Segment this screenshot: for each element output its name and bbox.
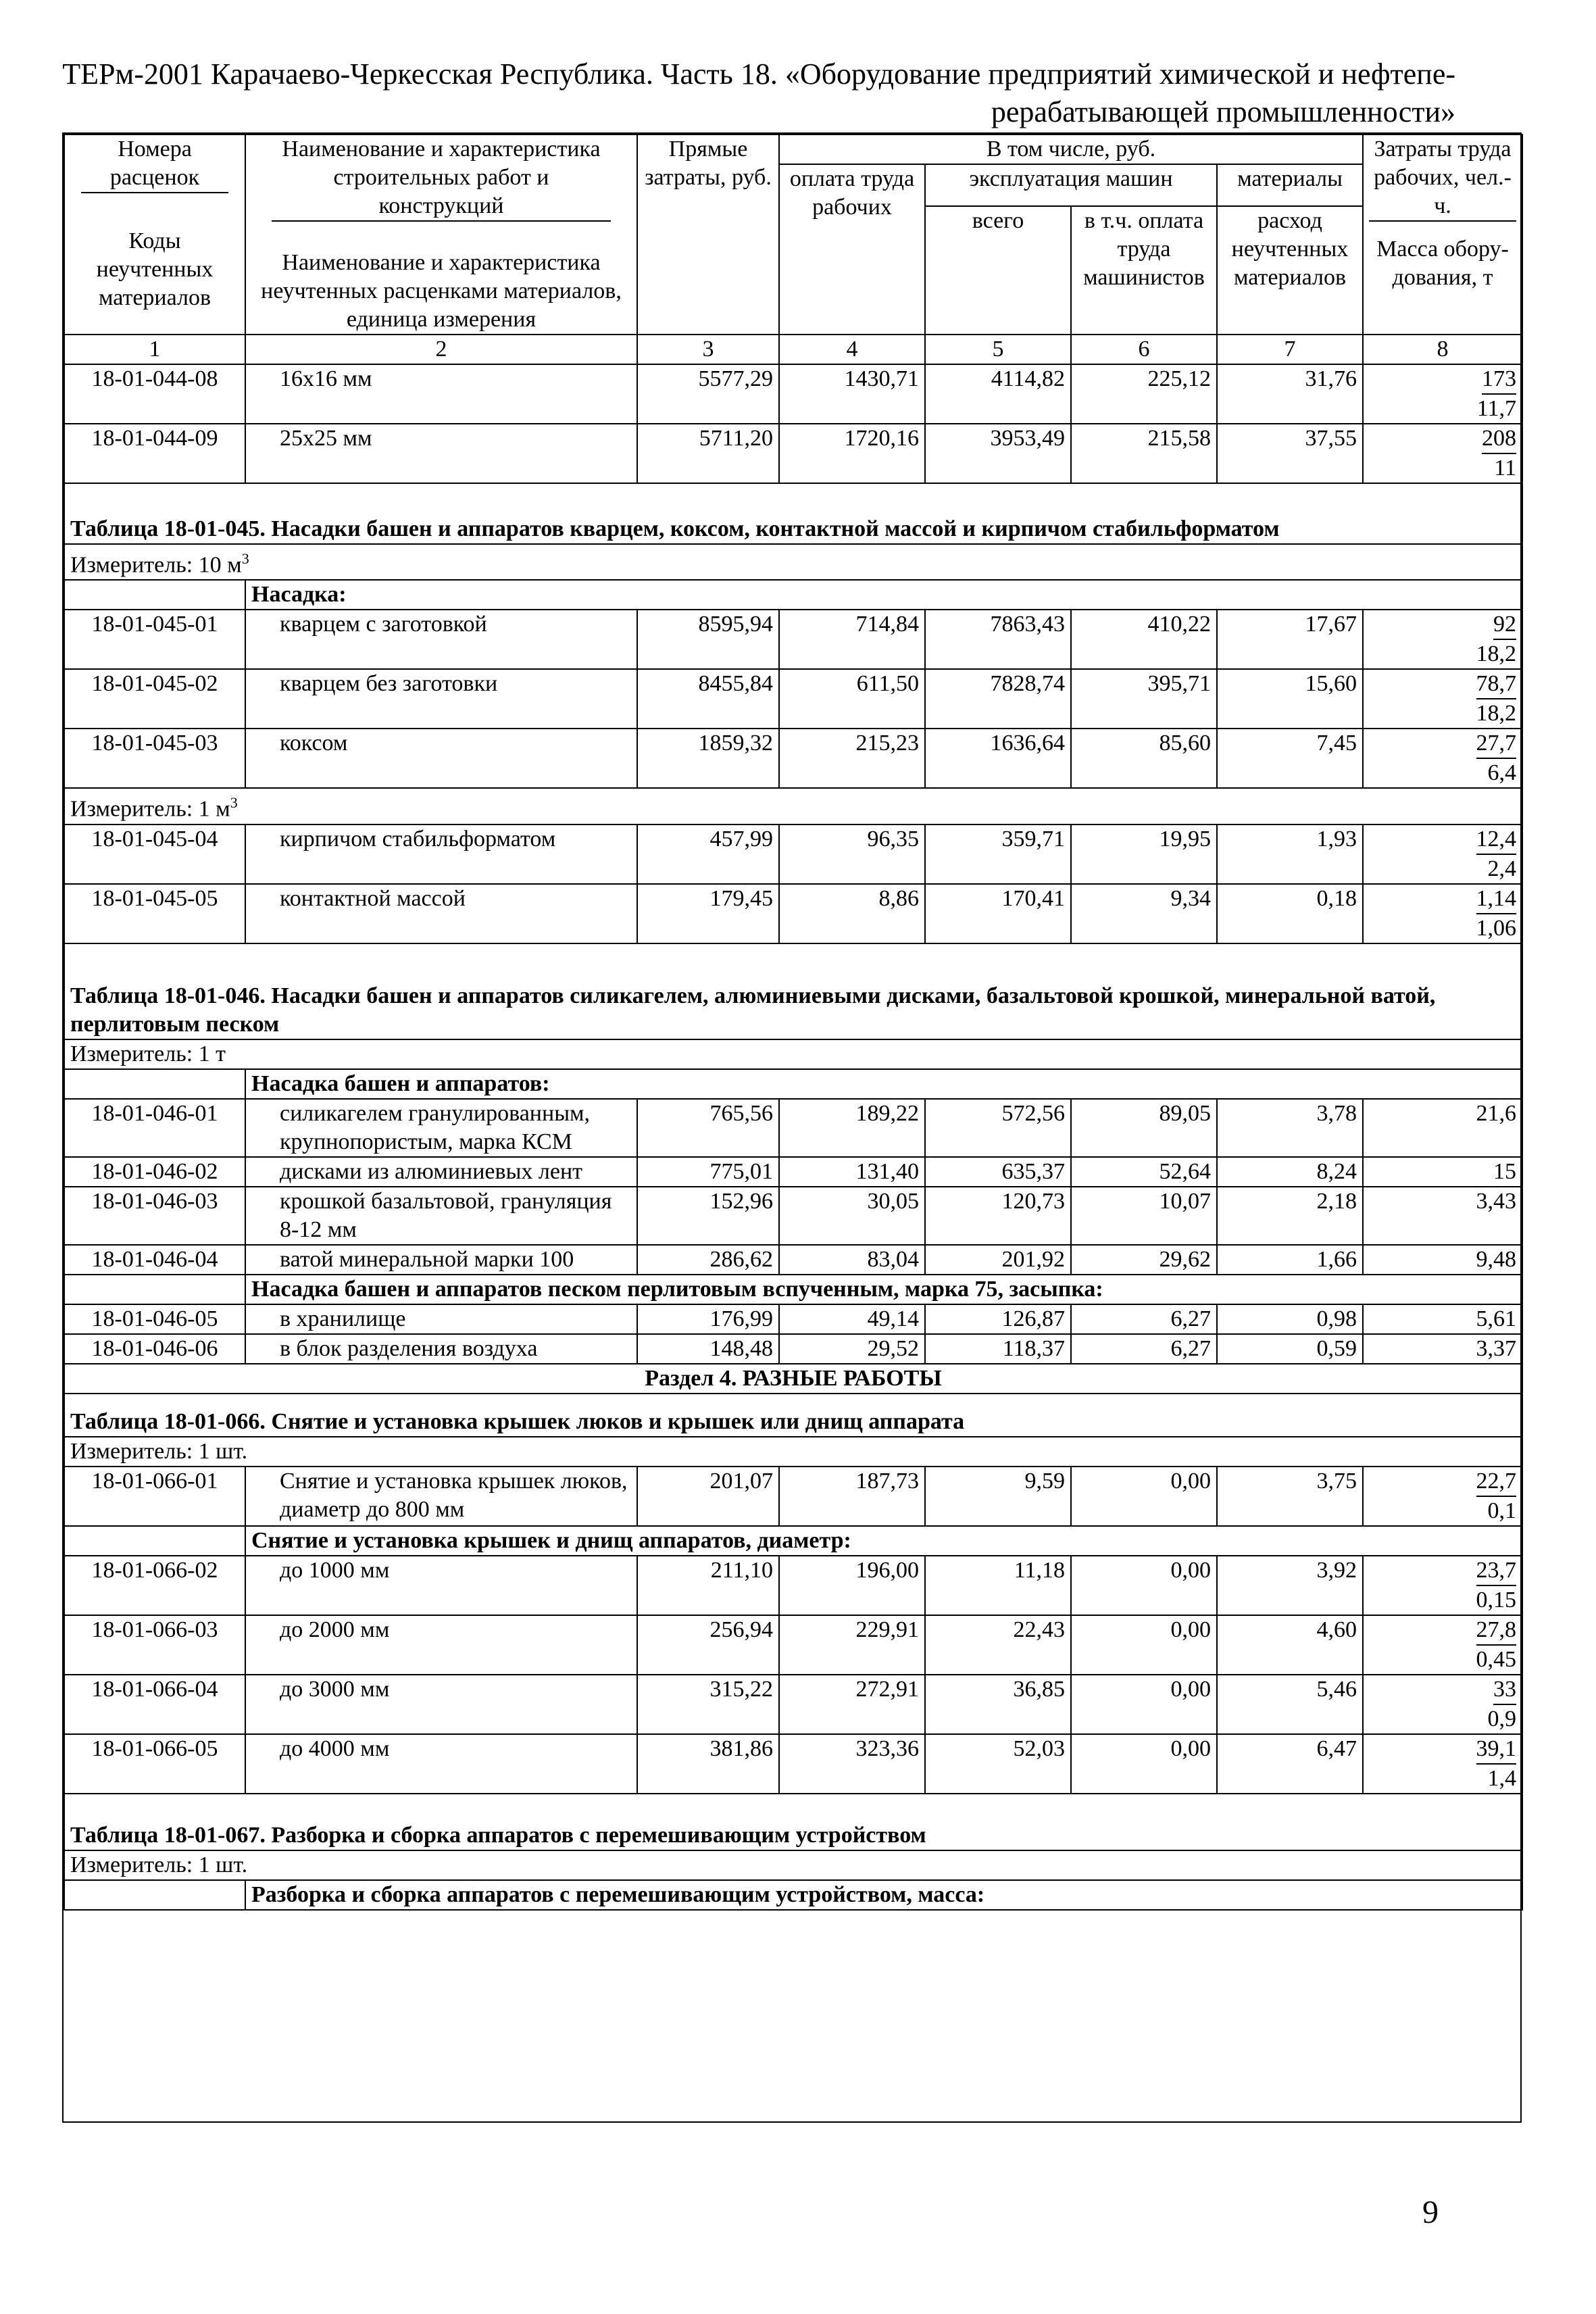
table-row [64,610,1522,669]
table-row [64,1675,1522,1734]
empty-cell [64,1069,245,1099]
rate-name: крошкой базальтовой, грануляция 8-12 мм [245,1187,637,1245]
group-row [64,1880,1522,1910]
rate-name: коксом [245,729,637,788]
value-c5: 201,92 [925,1245,1071,1275]
rate-code: 18-01-045-03 [64,729,245,788]
value-c3: 315,22 [637,1675,779,1734]
table-row [64,1099,1522,1157]
rate-name: ватой минеральной марки 100 [245,1245,637,1275]
value-c6: 0,00 [1071,1467,1217,1526]
labor-value: 39,1 [1476,1735,1517,1765]
measure-row-cell [64,788,1522,824]
labor-mass-cell [1363,1467,1522,1526]
labor-mass-cell [1363,1615,1522,1675]
value-c3: 1859,32 [637,729,779,788]
value-c6: 6,27 [1071,1304,1217,1334]
rate-name: кварцем без заготовки [245,669,637,729]
value-c3: 152,96 [637,1187,779,1245]
value-c7: 6,47 [1217,1734,1363,1794]
value-c5: 52,03 [925,1734,1071,1794]
measure-label: Измеритель: 10 м [70,552,242,578]
value-c6: 9,34 [1071,884,1217,943]
value-c5: 118,37 [925,1334,1071,1364]
col-num: 8 [1363,335,1522,364]
labor-value: 27,8 [1476,1616,1517,1646]
col-head-2b: Наименование и характеристика неучтенных расценками материалов, единица измерения [261,250,622,332]
value-c4: 187,73 [779,1467,925,1526]
empty-cell [64,1880,245,1910]
measure-label: Измеритель: 1 шт. [70,1438,248,1464]
value-c4: 229,91 [779,1615,925,1675]
rate-code: 18-01-045-01 [64,610,245,669]
rate-name: до 4000 мм [245,1734,637,1794]
value-c4: 30,05 [779,1187,925,1245]
labor-value: 22,7 [1476,1467,1517,1497]
value-c8: 5,61 [1363,1304,1522,1334]
labor-value: 173 [1482,365,1516,395]
col-head-incl: В том числе, руб. [779,134,1363,164]
rate-code: 18-01-044-08 [64,364,245,424]
rate-code: 18-01-066-05 [64,1734,245,1794]
value-c7: 4,60 [1217,1615,1363,1675]
measure-row [64,544,1522,580]
labor-mass-cell [1363,1675,1522,1734]
value-c4: 189,22 [779,1099,925,1157]
value-c3: 201,07 [637,1467,779,1526]
labor-value: 27,7 [1476,729,1517,759]
table-row [64,1734,1522,1794]
value-c5: 126,87 [925,1304,1071,1334]
table-row [64,1157,1522,1187]
labor-value: 33 [1493,1675,1516,1705]
value-c5: 359,71 [925,824,1071,884]
rate-code: 18-01-046-06 [64,1334,245,1364]
value-c4: 196,00 [779,1556,925,1615]
measure-row-cell [64,1039,1522,1069]
col-num: 3 [637,335,779,364]
value-c5: 170,41 [925,884,1071,943]
value-c7: 3,75 [1217,1467,1363,1526]
mass-value: 11 [1494,456,1516,481]
col-num: 5 [925,335,1071,364]
value-c7: 0,98 [1217,1304,1363,1334]
measure-row-cell [64,1850,1522,1880]
col-head-2a: Наименование и характеристика строительных работ и конструкций [272,135,611,222]
value-c5: 7863,43 [925,610,1071,669]
group-row [64,580,1522,610]
value-c6: 395,71 [1071,669,1217,729]
table-title-066 [64,1394,1522,1437]
section-heading [64,1364,1522,1394]
rate-name: силикагелем гранулированным, крупнопористым, марка КСМ [245,1099,637,1157]
rate-code: 18-01-046-04 [64,1245,245,1275]
table-title-045 [64,483,1522,544]
labor-mass-cell [1363,1734,1522,1794]
mass-value: 0,9 [1487,1706,1516,1731]
page-number: 9 [1422,2194,1439,2230]
value-c8: 3,37 [1363,1334,1522,1364]
group-label: Разборка и сборка аппаратов с перемешивающим устройством, масса: [245,1880,1522,1910]
table-row [64,1556,1522,1615]
mass-value: 18,2 [1476,641,1516,667]
value-c3: 211,10 [637,1556,779,1615]
measure-row [64,1850,1522,1880]
value-c6: 29,62 [1071,1245,1217,1275]
value-c4: 611,50 [779,669,925,729]
measure-row [64,1437,1522,1467]
col-head-7: расход неучтенных материалов [1217,206,1363,335]
measure-row [64,1039,1522,1069]
value-c5: 572,56 [925,1099,1071,1157]
value-c3: 5711,20 [637,424,779,483]
page-header [50,55,1455,131]
value-c8: 21,6 [1363,1099,1522,1157]
value-c3: 8595,94 [637,610,779,669]
value-c5: 7828,74 [925,669,1071,729]
value-c7: 8,24 [1217,1157,1363,1187]
mass-value: 1,06 [1476,915,1516,941]
col-head-8b: Масса обору-дования, т [1376,237,1509,290]
table-row [64,884,1522,943]
value-c4: 96,35 [779,824,925,884]
value-c7: 0,59 [1217,1334,1363,1364]
value-c6: 215,58 [1071,424,1217,483]
value-c6: 0,00 [1071,1556,1217,1615]
measure-label: Измеритель: 1 шт. [70,1852,248,1877]
rate-code: 18-01-066-01 [64,1467,245,1526]
col-num: 2 [245,335,637,364]
rate-name: в хранилище [245,1304,637,1334]
value-c7: 17,67 [1217,610,1363,669]
mass-value: 6,4 [1487,760,1516,786]
labor-mass-cell [1363,364,1522,424]
labor-value: 23,7 [1476,1556,1517,1586]
value-c7: 31,76 [1217,364,1363,424]
value-c6: 225,12 [1071,364,1217,424]
value-c6: 19,95 [1071,824,1217,884]
col-head-4: оплата труда рабочих [779,164,925,335]
rate-name: в блок разделения воздуха [245,1334,637,1364]
value-c5: 36,85 [925,1675,1071,1734]
column-header-row [64,134,1522,164]
measure-row [64,788,1522,824]
table-title-067 [64,1794,1522,1850]
value-c7: 15,60 [1217,669,1363,729]
value-c3: 256,94 [637,1615,779,1675]
table-row [64,1304,1522,1334]
value-c5: 3953,49 [925,424,1071,483]
rate-code: 18-01-066-02 [64,1556,245,1615]
mass-value: 1,4 [1487,1765,1516,1791]
value-c3: 148,48 [637,1334,779,1364]
table-row [64,669,1522,729]
col-head-8a: Затраты труда рабочих, чел.-ч. [1369,135,1516,222]
group-label: Насадка: [245,580,1522,610]
table-title-067-cell: Таблица 18-01-067. Разборка и сборка аппаратов с перемешивающим устройством [64,1794,1522,1850]
value-c3: 286,62 [637,1245,779,1275]
value-c5: 1636,64 [925,729,1071,788]
col-head-5: всего [925,206,1071,335]
col-num: 1 [64,335,245,364]
value-c7: 37,55 [1217,424,1363,483]
rate-name: до 1000 мм [245,1556,637,1615]
measure-row-cell [64,1437,1522,1467]
table-title-066-cell: Таблица 18-01-066. Снятие и установка крышек люков и крышек или днищ аппарата [64,1394,1522,1437]
value-c4: 323,36 [779,1734,925,1794]
labor-value: 92 [1493,610,1516,640]
value-c7: 2,18 [1217,1187,1363,1245]
value-c4: 49,14 [779,1304,925,1334]
col-head-3: Прямые затраты, руб. [637,134,779,335]
rate-name: до 2000 мм [245,1615,637,1675]
col-head-1a: Номера расценок [81,135,228,193]
col-head-6: в т.ч. оплата труда машинистов [1071,206,1217,335]
table-row [64,824,1522,884]
value-c4: 8,86 [779,884,925,943]
header-line-1: ТЕРм-2001 Карачаево-Черкесская Республика. Часть 18. «Оборудование предприятий химической и нефтепе- [62,57,1455,91]
empty-cell [64,580,245,610]
value-c3: 381,86 [637,1734,779,1794]
group-row [64,1526,1522,1556]
rate-code: 18-01-045-05 [64,884,245,943]
labor-mass-cell [1363,729,1522,788]
value-c6: 89,05 [1071,1099,1217,1157]
value-c6: 52,64 [1071,1157,1217,1187]
col-num: 6 [1071,335,1217,364]
group-label: Насадка башен и аппаратов: [245,1069,1522,1099]
rate-code: 18-01-046-02 [64,1157,245,1187]
measure-exponent: 3 [230,794,238,812]
rate-code: 18-01-066-03 [64,1615,245,1675]
labor-value: 12,4 [1476,825,1517,855]
rate-name: 25х25 мм [245,424,637,483]
value-c3: 5577,29 [637,364,779,424]
value-c4: 272,91 [779,1675,925,1734]
labor-mass-cell [1363,824,1522,884]
rate-code: 18-01-044-09 [64,424,245,483]
value-c4: 83,04 [779,1245,925,1275]
group-label: Насадка башен и аппаратов песком перлитовым вспученным, марка 75, засыпка: [245,1275,1522,1304]
table-row [64,424,1522,483]
labor-mass-cell [1363,1556,1522,1615]
value-c8: 15 [1363,1157,1522,1187]
value-c4: 215,23 [779,729,925,788]
table-title-045-cell: Таблица 18-01-045. Насадки башен и аппаратов кварцем, коксом, контактной массой и кирпичом стабильформатом [64,483,1522,544]
col-num: 7 [1217,335,1363,364]
value-c5: 11,18 [925,1556,1071,1615]
rate-code: 18-01-046-05 [64,1304,245,1334]
table-row [64,729,1522,788]
value-c8: 3,43 [1363,1187,1522,1245]
rate-name: Снятие и установка крышек люков, диаметр до 800 мм [245,1467,637,1526]
group-row [64,1069,1522,1099]
rate-name: 16х16 мм [245,364,637,424]
value-c4: 1430,71 [779,364,925,424]
value-c3: 179,45 [637,884,779,943]
col-num: 4 [779,335,925,364]
value-c3: 765,56 [637,1099,779,1157]
rate-code: 18-01-066-04 [64,1675,245,1734]
table-row [64,1245,1522,1275]
empty-cell [64,1275,245,1304]
value-c5: 22,43 [925,1615,1071,1675]
value-c4: 714,84 [779,610,925,669]
value-c4: 131,40 [779,1157,925,1187]
mass-value: 0,45 [1476,1646,1516,1672]
labor-mass-cell [1363,424,1522,483]
document-frame [62,132,1522,2123]
column-number-row [64,335,1522,364]
value-c7: 7,45 [1217,729,1363,788]
labor-value: 78,7 [1476,670,1517,699]
value-c6: 0,00 [1071,1615,1217,1675]
mass-value: 18,2 [1476,701,1516,727]
price-table [64,134,1523,1911]
table-row [64,1615,1522,1675]
section-heading-cell: Раздел 4. РАЗНЫЕ РАБОТЫ [64,1364,1522,1394]
rate-code: 18-01-045-02 [64,669,245,729]
labor-value: 1,14 [1476,885,1517,914]
mass-value: 0,1 [1487,1498,1516,1523]
measure-row-cell [64,544,1522,580]
value-c7: 0,18 [1217,884,1363,943]
value-c6: 6,27 [1071,1334,1217,1364]
value-c3: 775,01 [637,1157,779,1187]
rate-name: кварцем с заготовкой [245,610,637,669]
value-c7: 1,66 [1217,1245,1363,1275]
rate-name: кирпичом стабильформатом [245,824,637,884]
labor-value: 208 [1482,424,1516,454]
value-c6: 0,00 [1071,1734,1217,1794]
measure-label: Измеритель: 1 т [70,1041,226,1066]
table-title-046-cell: Таблица 18-01-046. Насадки башен и аппаратов силикагелем, алюминиевыми дисками, базальтовой крошкой, минеральной ватой, перлитовым песком [64,943,1522,1039]
table-row [64,1467,1522,1526]
value-c5: 635,37 [925,1157,1071,1187]
empty-cell [64,1526,245,1556]
value-c3: 457,99 [637,824,779,884]
value-c6: 10,07 [1071,1187,1217,1245]
measure-exponent: 3 [241,550,249,567]
value-c4: 29,52 [779,1334,925,1364]
value-c7: 3,92 [1217,1556,1363,1615]
table-title-046 [64,943,1522,1039]
value-c5: 120,73 [925,1187,1071,1245]
value-c6: 0,00 [1071,1675,1217,1734]
group-row [64,1275,1522,1304]
value-c8: 9,48 [1363,1245,1522,1275]
mass-value: 11,7 [1476,396,1516,421]
value-c3: 176,99 [637,1304,779,1334]
labor-mass-cell [1363,669,1522,729]
col-head-materials: материалы [1217,164,1363,206]
mass-value: 0,15 [1476,1587,1516,1613]
value-c7: 5,46 [1217,1675,1363,1734]
value-c6: 410,22 [1071,610,1217,669]
value-c3: 8455,84 [637,669,779,729]
labor-mass-cell [1363,610,1522,669]
table-row [64,1187,1522,1245]
value-c6: 85,60 [1071,729,1217,788]
rate-code: 18-01-046-03 [64,1187,245,1245]
header-line-2: рерабатывающей промышленности» [991,95,1455,128]
value-c7: 1,93 [1217,824,1363,884]
table-row [64,1334,1522,1364]
rate-name: дисками из алюминиевых лент [245,1157,637,1187]
table-row [64,364,1522,424]
value-c4: 1720,16 [779,424,925,483]
group-label: Снятие и установка крышек и днищ аппаратов, диаметр: [245,1526,1522,1556]
value-c5: 4114,82 [925,364,1071,424]
rate-code: 18-01-045-04 [64,824,245,884]
value-c7: 3,78 [1217,1099,1363,1157]
mass-value: 2,4 [1487,856,1516,881]
col-head-1b: Коды неучтенных материалов [96,228,214,310]
measure-label: Измеритель: 1 м [70,796,230,822]
value-c5: 9,59 [925,1467,1071,1526]
col-head-machines: эксплуатация машин [925,164,1217,206]
rate-code: 18-01-046-01 [64,1099,245,1157]
labor-mass-cell [1363,884,1522,943]
rate-name: контактной массой [245,884,637,943]
rate-name: до 3000 мм [245,1675,637,1734]
